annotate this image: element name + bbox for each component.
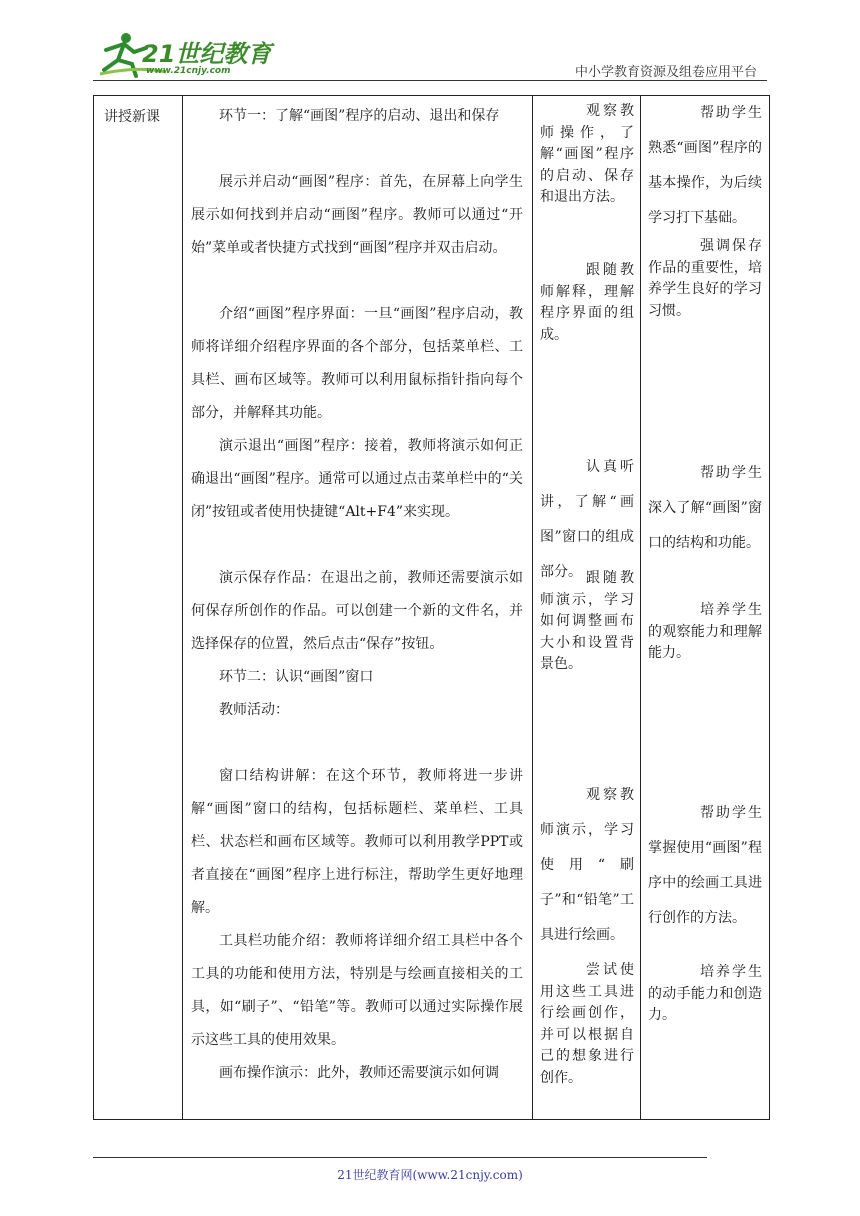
student-activity-cell	[533, 96, 641, 1120]
teacher-paragraph: 演示保存作品：在退出之前，教师还需要演示如何保存所创作的作品。可以创建一个新的文件名，并选择保存的位置，然后点击“保存”按钮。	[191, 570, 523, 652]
intent-paragraph: 帮助学生掌握使用“画图”程序中的绘画工具进行创作的方法。	[648, 805, 762, 926]
student-paragraph: 跟随教师解释，理解程序界面的组成。	[540, 262, 634, 343]
teacher-paragraph: 环节一：了解“画图”程序的启动、退出和保存	[219, 108, 500, 124]
lesson-table	[93, 95, 770, 1120]
teacher-activity-cell	[183, 96, 533, 1120]
teacher-paragraph: 工具栏功能介绍：教师将详细介绍工具栏中各个工具的功能和使用方法，特别是与绘画直接相关的工具，如“刷子”、“铅笔”等。教师可以通过实际操作展示这些工具的使用效果。	[191, 933, 523, 1048]
teacher-paragraph: 教师活动：	[219, 702, 289, 718]
intent-paragraph: 帮助学生熟悉“画图”程序的基本操作，为后续学习打下基础。	[648, 105, 762, 226]
intent-paragraph: 帮助学生深入了解“画图”窗口的结构和功能。	[648, 465, 762, 551]
teacher-paragraph: 画布操作演示：此外，教师还需要演示如何调	[219, 1065, 499, 1081]
intent-paragraph: 培养学生的动手能力和创造力。	[648, 964, 762, 1023]
intent-paragraph: 培养学生的观察能力和理解能力。	[648, 602, 762, 661]
teacher-paragraph: 介绍“画图”程序界面：一旦“画图”程序启动，教师将详细介绍程序界面的各个部分，包括菜单栏、工具栏、画布区域等。教师可以利用鼠标指针指向每个部分，并解释其功能。	[191, 306, 523, 421]
teacher-paragraph: 窗口结构讲解：在这个环节，教师将进一步讲解“画图”窗口的结构，包括标题栏、菜单栏、工具栏、状态栏和画布区域等。教师可以利用教学PPT或者直接在“画图”程序上进行标注，帮助学生更好地理解。	[191, 768, 523, 916]
teacher-paragraph: 展示并启动“画图”程序：首先，在屏幕上向学生展示如何找到并启动“画图”程序。教师可以通过“开始”菜单或者快捷方式找到“画图”程序并双击启动。	[191, 174, 523, 256]
table-row	[94, 96, 770, 1120]
student-paragraph: 认真听讲，了解“画图”窗口的组成部分。	[540, 459, 634, 580]
logo-url: www.21cnjy.com	[146, 66, 231, 76]
stage-label: 讲授新课	[104, 109, 160, 125]
page-header	[0, 0, 860, 90]
stage-cell	[94, 96, 183, 1120]
student-paragraph: 观察教师演示，学习使用“刷子”和“铅笔”工具进行绘画。	[540, 787, 634, 943]
student-paragraph: 跟随教师演示，学习如何调整画布大小和设置背景色。	[540, 570, 634, 672]
footer-divider	[93, 1157, 707, 1158]
teacher-paragraph: 演示退出“画图”程序：接着，教师将演示如何正确退出“画图”程序。通常可以通过点击菜单栏中的“关闭”按钮或者使用快捷键“Alt+F4”来实现。	[191, 438, 523, 520]
footer-text: 21世纪教育网(www.21cnjy.com)	[337, 1168, 523, 1182]
teacher-paragraph: 环节二：认识“画图”窗口	[219, 669, 374, 685]
design-intent-cell	[641, 96, 770, 1120]
platform-name: 中小学教育资源及组卷应用平台	[574, 65, 757, 80]
student-paragraph: 尝试使用这些工具进行绘画创作，并可以根据自己的想象进行创作。	[540, 962, 634, 1086]
logo-text: 21世纪教育	[142, 40, 272, 68]
student-paragraph: 观察教师操作，了解“画图”程序的启动、保存和退出方法。	[540, 103, 634, 205]
intent-paragraph: 强调保存作品的重要性，培养学生良好的学习习惯。	[648, 238, 762, 319]
header-divider	[93, 80, 767, 81]
